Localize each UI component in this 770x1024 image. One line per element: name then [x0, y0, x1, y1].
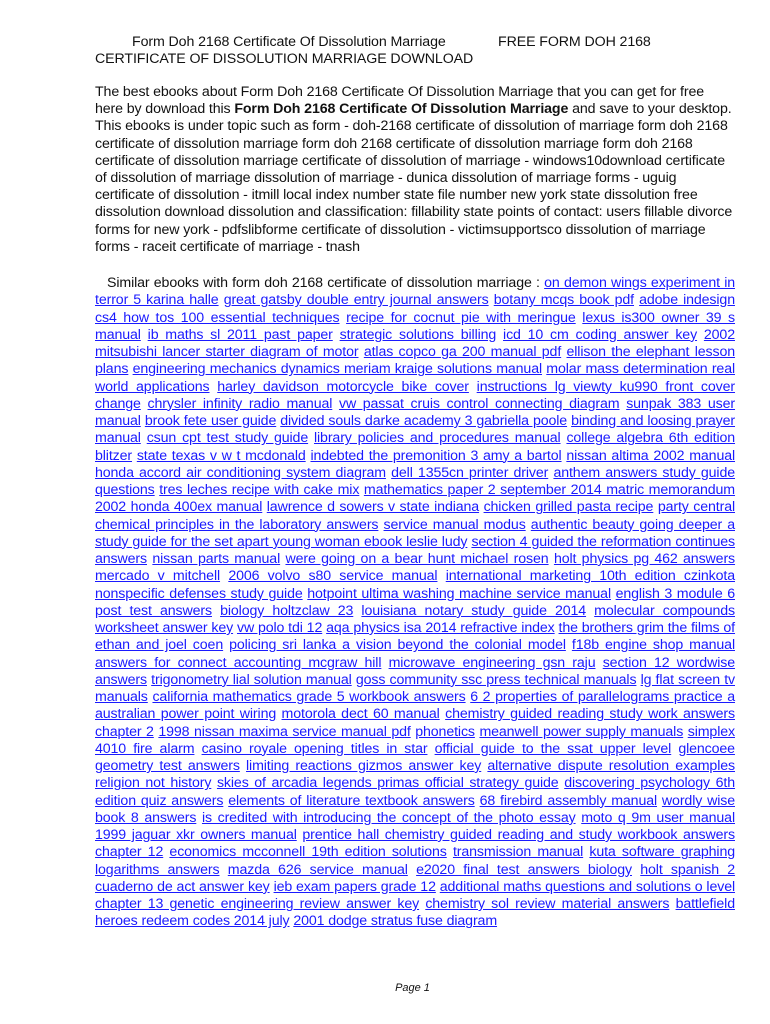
ebook-link[interactable]: chapter 13 genetic engineering review answer key: [95, 896, 420, 912]
ebook-link[interactable]: strategic solutions billing: [339, 326, 497, 343]
ebook-link[interactable]: nonspecific defenses study guide: [95, 585, 303, 602]
ebook-link[interactable]: skies of arcadia legends primas official strategy guide: [216, 775, 559, 792]
similar-ebooks-lead: Similar ebooks with form doh 2168 certificate of dissolution marriage :: [107, 275, 540, 291]
ebook-link[interactable]: 2006 volvo s80 service manual: [228, 568, 438, 585]
page-footer: [0, 982, 770, 994]
ebook-link[interactable]: ellison the elephant lesson plans: [95, 344, 736, 378]
ebook-link[interactable]: dell 1355cn printer driver: [391, 464, 549, 481]
ebook-link[interactable]: 6 2 properties of parallelograms practice a: [470, 689, 735, 705]
ebook-link[interactable]: kuta software graphing logarithms answers: [95, 844, 736, 878]
ebook-link[interactable]: tres leches recipe with cake mix: [159, 482, 360, 498]
ebook-link[interactable]: brook fete user guide: [144, 413, 277, 429]
ebook-link[interactable]: recipe for cocnut pie with meringue: [346, 309, 576, 326]
ebook-link[interactable]: is credited with introducing the concept of the photo essay: [201, 809, 576, 826]
ebook-link[interactable]: australian power point wiring: [95, 706, 277, 723]
document-header: [95, 34, 735, 68]
ebook-link[interactable]: chemistry sol review material answers: [425, 896, 670, 912]
ebook-link[interactable]: simplex 4010 fire alarm: [95, 723, 735, 757]
ebook-link[interactable]: prentice hall chemistry guided reading and study workbook answers chapter 12: [95, 827, 735, 861]
ebook-link[interactable]: california mathematics grade 5 workbook answers: [152, 689, 466, 705]
ebook-link[interactable]: molecular compounds worksheet answer key: [95, 602, 735, 636]
ebook-link[interactable]: official guide to the ssat upper level: [434, 740, 672, 757]
ebook-link[interactable]: trigonometry lial solution manual: [151, 671, 352, 688]
ebook-link[interactable]: divided souls darke academy 3 gabriella poole: [280, 413, 568, 429]
ebook-link[interactable]: service manual modus: [383, 516, 526, 533]
ebook-link[interactable]: 2002 honda 400ex manual: [95, 499, 263, 516]
header-line-1: [95, 34, 735, 51]
ebook-link[interactable]: hotpoint ultima washing machine service manual: [307, 585, 611, 602]
document-subtitle: CERTIFICATE OF DISSOLUTION MARRIAGE DOWNLOAD: [95, 51, 474, 67]
ebook-link[interactable]: aqa physics isa 2014 refractive index: [326, 620, 555, 636]
ebook-link[interactable]: anthem answers study guide questions: [95, 464, 735, 498]
ebook-link[interactable]: chicken grilled pasta recipe: [483, 499, 654, 516]
document-title: Form Doh 2168 Certificate Of Dissolution Marriage: [132, 34, 446, 50]
similar-ebooks-paragraph: [95, 275, 735, 931]
ebook-link[interactable]: ib maths sl 2011 past paper: [147, 326, 333, 343]
ebook-link[interactable]: biology holtzclaw 23: [220, 602, 354, 619]
intro-text-end: and save to your desktop. This ebooks is under topic such as form - doh-2168 certificate of dissolution of marriage form doh 2168 certificate of dissolution marriage form doh 2168 certificate of dissolution marriage form doh 2168 certificate of dissolution marriage certificate of dissolution of marriage - windows10download certificate of dissolution of marriage dissolution of marriage - dunica dissolution of marriage forms - uguig certificate of dissolution - itmill local index number state file number new york state dissolution free dissolution download dissolution and classification: fillability state points of contact: users fillable divorce forms for new york - pdfslibforme certificate of dissolution - victimsupportsco dissolution of marriage forms - raceit certificate of marriage - tnash: [95, 101, 733, 255]
ebook-link[interactable]: additional maths questions and solutions o level: [439, 878, 735, 895]
ebook-link[interactable]: elements of literature textbook answers: [228, 792, 475, 809]
ebook-link[interactable]: harley davidson motorcycle bike cover: [217, 378, 469, 395]
ebook-link[interactable]: great gatsby double entry journal answers: [223, 292, 489, 309]
ebook-link[interactable]: sunpak 383 user manual: [95, 395, 736, 429]
ebook-link[interactable]: transmission manual: [452, 844, 584, 861]
ebook-link[interactable]: moto q 9m user manual: [581, 809, 735, 826]
ebook-link[interactable]: policing sri lanka a vision beyond the colonial model: [229, 637, 566, 654]
ebook-link[interactable]: chemical principles in the laboratory answers: [95, 516, 379, 533]
intro-text-start: The best ebooks about Form Doh 2168 Certificate Of Dissolution Marriage that you can get for free here by download this: [95, 84, 704, 118]
ebook-link[interactable]: answers for connect accounting mcgraw hill: [95, 654, 382, 671]
ebook-link[interactable]: international marketing 10th edition czinkota: [445, 568, 735, 585]
ebook-link[interactable]: csun cpt test study guide: [146, 430, 309, 447]
ebook-link[interactable]: adobe indesign cs4 how tos 100 essential techniques: [95, 292, 735, 326]
ebook-link[interactable]: on demon wings experiment in terror 5 karina halle: [95, 275, 735, 309]
ebook-link[interactable]: the brothers grim the films of ethan and joel coen: [95, 620, 736, 654]
intro-paragraph: [95, 84, 735, 256]
ebook-link[interactable]: lawrence d sowers v state indiana: [266, 499, 480, 516]
ebook-link[interactable]: 68 firebird assembly manual: [479, 792, 658, 809]
ebook-link[interactable]: college algebra 6th edition blitzer: [95, 430, 736, 464]
ebook-link[interactable]: holt physics pg 462 answers: [553, 551, 736, 567]
ebook-link[interactable]: were going on a bear hunt michael rosen: [285, 551, 549, 567]
ebook-link[interactable]: molar mass determination real world applications: [95, 361, 735, 395]
ebook-link[interactable]: 1999 jaguar xkr owners manual: [95, 827, 297, 843]
ebook-link[interactable]: f18b engine shop manual: [571, 637, 735, 654]
ebook-link[interactable]: atlas copco ga 200 manual pdf: [363, 344, 562, 360]
ebook-link[interactable]: instructions lg viewty ku990 front cover change: [95, 378, 736, 412]
ebook-link[interactable]: lexus is300 owner 39 s manual: [95, 309, 736, 343]
ebook-link[interactable]: meanwell power supply manuals: [479, 723, 684, 740]
intro-bold-title: Form Doh 2168 Certificate Of Dissolution Marriage: [234, 101, 569, 118]
ebook-link[interactable]: louisiana notary study guide 2014: [361, 602, 587, 619]
ebook-link[interactable]: mercado v mitchell: [95, 568, 221, 585]
ebook-link[interactable]: mathematics paper 2 september 2014 matric memorandum: [363, 482, 736, 498]
ebook-link[interactable]: holt spanish 2 cuaderno de act answer key: [95, 861, 736, 895]
ebook-link[interactable]: authentic beauty going deeper a study guide for the set apart young woman ebook leslie ludy: [95, 516, 735, 550]
free-form-label: FREE FORM DOH 2168: [498, 34, 651, 50]
ebook-link[interactable]: chemistry guided reading study work answers chapter 2: [95, 706, 735, 740]
ebook-link[interactable]: battlefield heroes redeem codes 2014 july: [95, 896, 735, 930]
ebook-link[interactable]: 2002 mitsubishi lancer starter diagram of motor: [95, 326, 735, 360]
ebook-link[interactable]: phonetics: [415, 723, 475, 740]
ebook-link[interactable]: wordly wise book 8 answers: [95, 792, 735, 826]
ebook-link[interactable]: vw polo tdi 12: [236, 620, 323, 636]
ebook-link[interactable]: engineering mechanics dynamics meriam kraige solutions manual: [132, 361, 543, 378]
page-number: Page 1: [395, 982, 430, 994]
ebook-link[interactable]: nissan parts manual: [152, 551, 281, 567]
ebook-link[interactable]: alternative dispute resolution examples: [487, 758, 735, 774]
ebook-link[interactable]: e2020 final test answers biology: [416, 861, 632, 878]
ebook-link[interactable]: indebted the premonition 3 amy a bartol: [310, 447, 562, 464]
ebook-link[interactable]: microwave engineering gsn raju: [388, 654, 596, 671]
ebook-link[interactable]: vw passat cruis control connecting diagram: [338, 395, 620, 412]
ebook-link[interactable]: binding and loosing prayer manual: [95, 413, 736, 447]
ebook-link[interactable]: state texas v w t mcdonald: [136, 447, 306, 464]
ebook-link[interactable]: botany mcqs book pdf: [493, 292, 635, 309]
ebook-link[interactable]: section 12 wordwise answers: [95, 654, 735, 688]
ebook-link[interactable]: nissan altima 2002 manual: [566, 447, 736, 464]
ebook-link[interactable]: discovering psychology 6th edition quiz answers: [95, 775, 736, 809]
ebook-link[interactable]: chrysler infinity radio manual: [147, 395, 333, 412]
ebook-link[interactable]: 2001 dodge stratus fuse diagram: [293, 913, 498, 930]
ebook-link[interactable]: casino royale opening titles in star: [201, 740, 428, 757]
ebook-link[interactable]: english 3 module 6 post test answers: [95, 585, 735, 619]
ebook-link[interactable]: economics mcconnell 19th edition solutions: [169, 844, 447, 861]
ebook-link[interactable]: icd 10 cm coding answer key: [503, 326, 698, 343]
ebook-link[interactable]: goss community ssc press technical manuals: [355, 671, 637, 688]
ebook-link[interactable]: limiting reactions gizmos answer key: [246, 758, 482, 774]
ebook-link[interactable]: religion not history: [95, 775, 212, 792]
ebook-link[interactable]: library policies and procedures manual: [313, 430, 561, 447]
ebook-link[interactable]: section 4 guided the reformation continues answers: [95, 533, 735, 567]
ebook-link[interactable]: 1998 nissan maxima service manual pdf: [158, 723, 411, 740]
ebook-link[interactable]: honda accord air conditioning system diagram: [95, 464, 386, 481]
ebook-link[interactable]: mazda 626 service manual: [227, 861, 408, 878]
ebook-link[interactable]: glencoee geometry test answers: [95, 740, 735, 774]
ebook-link[interactable]: party central: [657, 499, 735, 516]
ebook-link[interactable]: motorola dect 60 manual: [281, 706, 440, 723]
ebook-link[interactable]: lg flat screen tv manuals: [95, 671, 735, 705]
ebook-link[interactable]: ieb exam papers grade 12: [273, 878, 436, 895]
